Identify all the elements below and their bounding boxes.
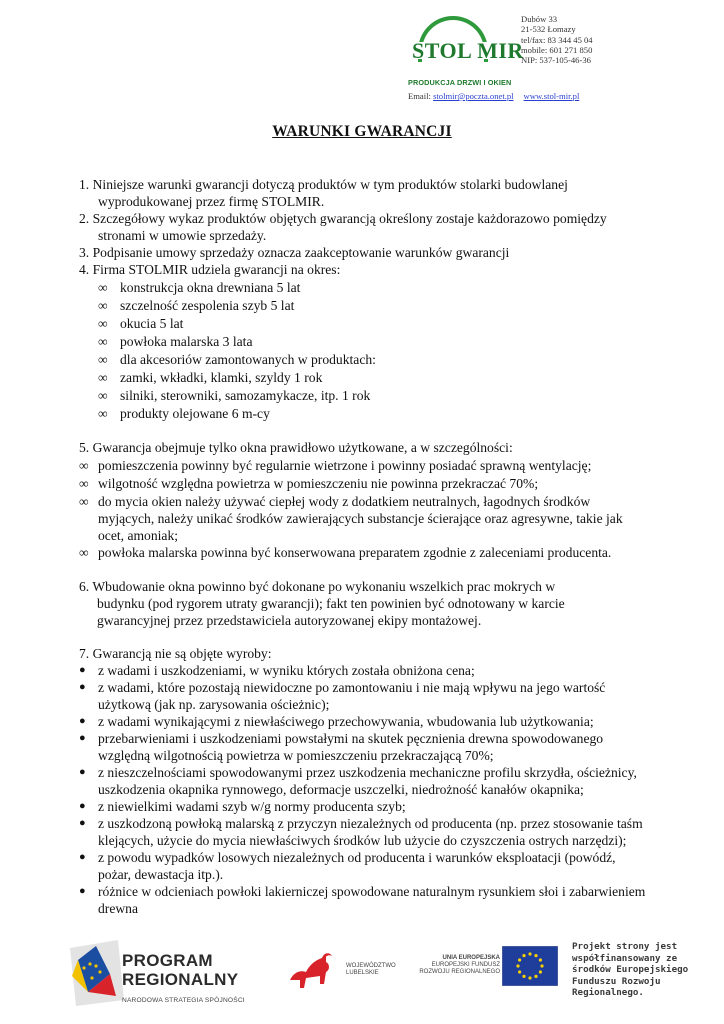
list-item: różnice w odcieniach powłoki lakierniczej spowodowane naturalnym rysunkiem słoi i zabarwieniem <box>98 884 646 899</box>
nip-line: NIP: 537-105-46-36 <box>521 55 591 66</box>
text-line: stronami w umowie sprzedaży. <box>98 228 267 243</box>
infinity-bullet-icon: ∞ <box>79 545 89 560</box>
text-line: myjących, należy unikać środków zawierających substancje ścierające oraz agresywne, takie jak <box>98 511 623 526</box>
bullet-icon: ● <box>79 732 86 744</box>
text-line: 2. Szczegółowy wykaz produktów objętych gwarancją określony zostaje każdorazowo pomiędzy <box>79 211 607 226</box>
list-item: z wadami, które pozostają niewidoczne po zamontowaniu i nie mają wpływu na jego wartość <box>98 680 606 695</box>
list-item: dla akcesoriów zamontowanych w produktach: <box>120 352 376 367</box>
text-line: 6. Wbudowanie okna powinno być dokonane po wykonaniu wszelkich prac mokrych w <box>79 579 556 594</box>
list-item: do mycia okien należy używać ciepłej wody z dodatkiem neutralnych, łagodnych środków <box>98 494 591 509</box>
lubelskie-goat-icon <box>286 950 334 994</box>
list-item: powłoka malarska 3 lata <box>120 334 253 349</box>
lubelskie-caption <box>346 963 396 977</box>
text-line: 4. Firma STOLMIR udziela gwarancji na okres: <box>79 262 341 277</box>
list-item: z uszkodzoną powłoką malarską z przyczyn niezależnych od producenta (np. przez stosowanie taśm <box>98 816 643 831</box>
infinity-bullet-icon: ∞ <box>98 406 108 421</box>
bullet-icon: ● <box>79 851 86 863</box>
text-line: klejących, użycie do mycia niewłaściwych środków lub użycie do czyszczenia ostrych narzędzi); <box>98 833 627 848</box>
list-item: zamki, wkładki, klamki, szyldy 1 rok <box>120 370 323 385</box>
list-item: powłoka malarska powinna być konserwowana preparatem zgodnie z zaleceniami producenta. <box>98 545 612 560</box>
company-tagline: PRODUKCJA DRZWI I OKIEN <box>408 78 512 87</box>
mobile-line: mobile: 601 271 850 <box>521 44 593 55</box>
text-line: użytkową (jak np. zarysowania ościeżnic); <box>98 697 330 712</box>
list-item: z powodu wypadków losowych niezależnych od producenta i warunków eksploatacji (powódź, <box>98 850 616 865</box>
infinity-bullet-icon: ∞ <box>79 494 89 509</box>
list-item: wilgotność względna powietrza w pomieszczeniu nie powinna przekraczać 70%; <box>98 476 539 491</box>
company-name: STOL MIR <box>412 38 524 63</box>
email-row <box>408 88 579 105</box>
infinity-bullet-icon: ∞ <box>79 458 89 473</box>
text-line: pożar, dewastacja itp.). <box>98 867 224 882</box>
list-item: pomieszczenia powinny być regularnie wietrzone i powinny posiadać sprawną wentylację; <box>98 458 592 473</box>
address-line: Dubów 33 <box>521 14 558 24</box>
ue-caption <box>408 955 500 976</box>
project-line: Regionalnego. <box>572 987 644 999</box>
bullet-icon: ● <box>79 766 86 778</box>
infinity-bullet-icon: ∞ <box>98 316 108 331</box>
infinity-bullet-icon: ∞ <box>98 388 108 403</box>
email-link[interactable]: stolmir@poczta.onet.pl <box>433 91 514 101</box>
website-link[interactable]: www.stol-mir.pl <box>523 91 580 101</box>
program-title: PROGRAM <box>122 951 213 970</box>
program-regionalny-logo-icon <box>66 940 126 1006</box>
ue-line3: ROZWOJU REGIONALNEGO <box>419 969 500 975</box>
bullet-icon: ● <box>79 817 86 829</box>
list-item: konstrukcja okna drewniana 5 lat <box>120 280 301 295</box>
ue-line2: EUROPEJSKI FUNDUSZ <box>431 962 500 968</box>
list-item: szczelność zespolenia szyb 5 lat <box>120 298 295 313</box>
list-item: z wadami i uszkodzeniami, w wyniku których została obniżona cena; <box>98 663 475 678</box>
lubelskie-line2: LUBELSKIE <box>346 970 379 976</box>
text-line: uszkodzenia okapnika rynnowego, deformacje uszczelki, niedrożność kanałów okapnika; <box>98 782 584 797</box>
text-line: gwarancyjnej przez przedstawiciela autoryzowanej ekipy montażowej. <box>97 613 482 628</box>
project-line: Projekt strony jest <box>572 941 678 952</box>
infinity-bullet-icon: ∞ <box>98 280 108 295</box>
bullet-icon: ● <box>79 800 86 812</box>
letterhead <box>408 14 620 100</box>
infinity-bullet-icon: ∞ <box>98 352 108 367</box>
text-line: 5. Gwarancja obejmuje tylko okna prawidłowo użytkowane, a w szczególności: <box>79 440 513 455</box>
text-line: drewna <box>98 901 139 916</box>
list-item: z niewielkimi wadami szyb w/g normy producenta szyb; <box>98 799 406 814</box>
list-item: z nieszczelnościami spowodowanymi przez uszkodzenia mechaniczne profilu skrzydła, ościeżnicy, <box>98 765 637 780</box>
eu-flag-icon <box>502 946 558 986</box>
list-item: produkty olejowane 6 m-cy <box>120 406 270 421</box>
infinity-bullet-icon: ∞ <box>98 370 108 385</box>
infinity-bullet-icon: ∞ <box>98 298 108 313</box>
text-line: ocet, amoniak; <box>98 528 179 543</box>
address-line: 21-532 Łomazy <box>521 24 576 35</box>
text-line: 1. Niniejsze warunki gwarancji dotyczą produktów w tym produktów stolarki budowlanej <box>79 177 568 192</box>
text-line: budynku (pod rygorem utraty gwarancji); fakt ten powinien być odnotowany w karcie <box>97 596 565 611</box>
program-caption: NARODOWA STRATEGIA SPÓJNOŚCI <box>122 997 245 1004</box>
ue-line1: UNIA EUROPEJSKA <box>442 955 500 961</box>
page-title: WARUNKI GWARANCJI <box>272 123 452 140</box>
bullet-icon: ● <box>79 715 86 727</box>
program-subtitle: REGIONALNY <box>122 970 239 989</box>
bullet-icon: ● <box>79 681 86 693</box>
text-line: wyprodukowanej przez firmę STOLMIR. <box>98 194 325 209</box>
project-line: współfinansowany ze <box>572 952 678 964</box>
bullet-icon: ● <box>79 664 86 676</box>
project-line: Funduszu Rozwoju <box>572 975 661 987</box>
lubelskie-line1: WOJEWÓDZTWO <box>346 963 396 969</box>
project-cofinancing-note <box>572 941 688 999</box>
bullet-icon: ● <box>79 885 86 897</box>
phone-line: tel/fax: 83 344 45 04 <box>521 34 593 45</box>
text-line: 3. Podpisanie umowy sprzedaży oznacza zaakceptowanie warunków gwarancji <box>79 245 510 260</box>
infinity-bullet-icon: ∞ <box>79 476 89 491</box>
list-item: okucia 5 lat <box>120 316 184 331</box>
list-item: przebarwieniami i uszkodzeniami powstałymi na skutek pęcznienia drewna spowodowanego <box>98 731 604 746</box>
list-item: silniki, sterowniki, samozamykacze, itp. 1 rok <box>120 388 371 403</box>
contact-block <box>521 14 593 65</box>
text-line: względną wilgotnością powietrza w pomieszczeniu przekraczającą 70%; <box>98 748 494 763</box>
project-line: środków Europejskiego <box>572 964 689 976</box>
list-item: z wadami wynikającymi z niewłaściwego przechowywania, wbudowania lub użytkowania; <box>98 714 594 729</box>
email-label: Email: <box>408 91 431 101</box>
footer-logos <box>0 936 724 1016</box>
text-line: 7. Gwarancją nie są objęte wyroby: <box>79 646 272 661</box>
infinity-bullet-icon: ∞ <box>98 334 108 349</box>
